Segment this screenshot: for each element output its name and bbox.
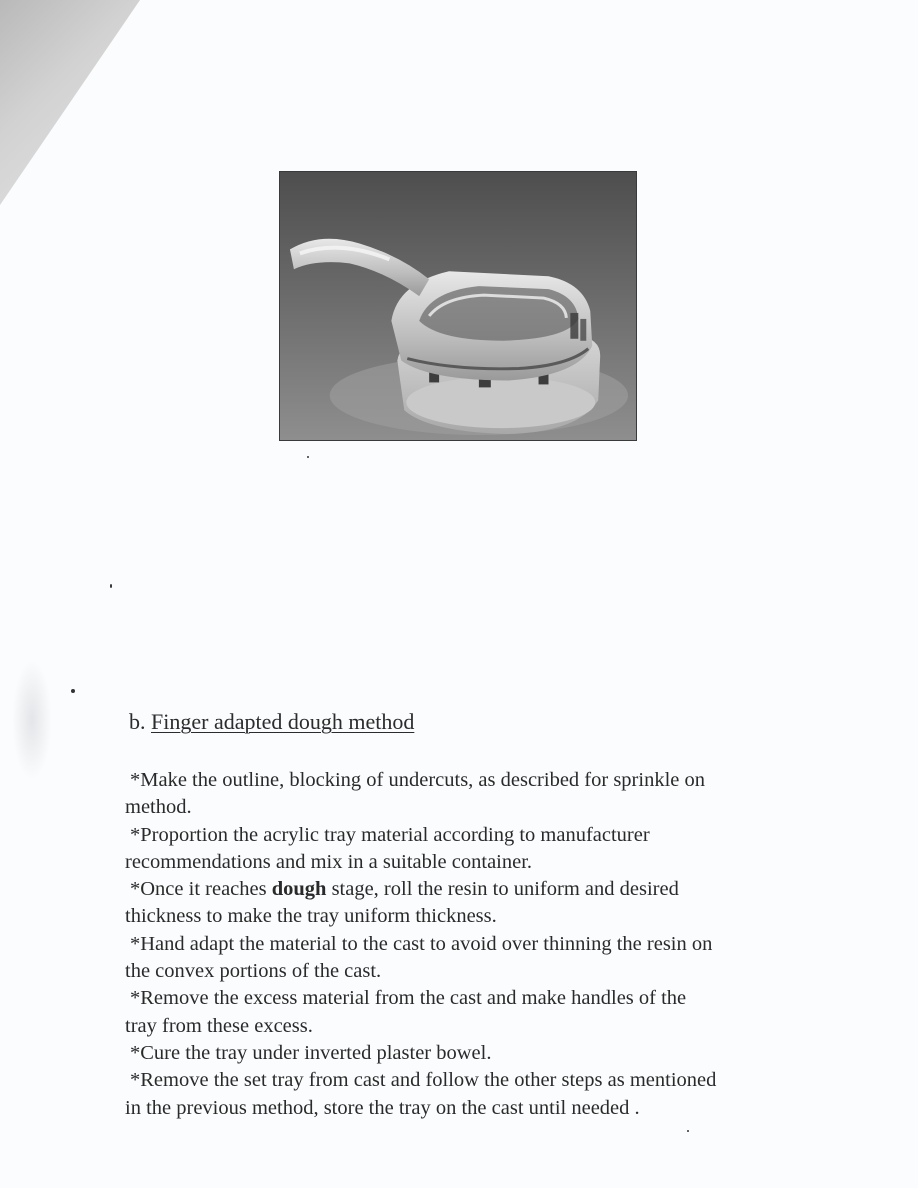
page-corner-fold [0,0,140,205]
scan-smudge [12,660,52,780]
step-item [125,1067,805,1122]
steps-list [125,767,805,1122]
scan-speck [71,689,75,693]
section-title: Finger adapted dough method [151,709,415,734]
step-line: *Proportion the acrylic tray material according to manufacturer [130,823,650,846]
step-line: method. [125,796,192,819]
scan-speck [110,584,112,588]
step-line: thickness to make the tray uniform thickness. [125,905,497,928]
step-text-after: stage, roll the resin to uniform and desired [326,878,679,901]
step-line: *Make the outline, blocking of undercuts, as described for sprinkle on [130,769,705,791]
step-line: *Remove the set tray from cast and follow the other steps as mentioned [130,1069,717,1092]
step-line: in the previous method, store the tray on the cast until needed . [125,1096,640,1119]
scan-speck [687,1130,689,1132]
section-prefix: b. [129,709,151,734]
step-bold-term: dough [271,878,327,901]
step-item [125,985,805,1040]
acrylic-tray-on-cast-photo [280,172,636,440]
step-item [125,1040,805,1067]
step-line: *Hand adapt the material to the cast to avoid over thinning the resin on [130,932,713,955]
step-line: the convex portions of the cast. [125,960,382,983]
step-line: tray from these excess. [125,1014,313,1037]
step-item [125,767,805,822]
scan-speck [307,456,309,458]
step-line: *Remove the excess material from the cast and make handles of the [130,987,687,1010]
step-line: *Cure the tray under inverted plaster bowel. [130,1041,492,1064]
step-item [125,876,805,931]
step-item [125,931,805,986]
tray-photo [279,171,637,441]
step-item [125,822,805,877]
section-heading [129,709,414,735]
step-text-before: *Once it reaches [130,878,272,901]
step-line: recommendations and mix in a suitable container. [125,850,533,873]
